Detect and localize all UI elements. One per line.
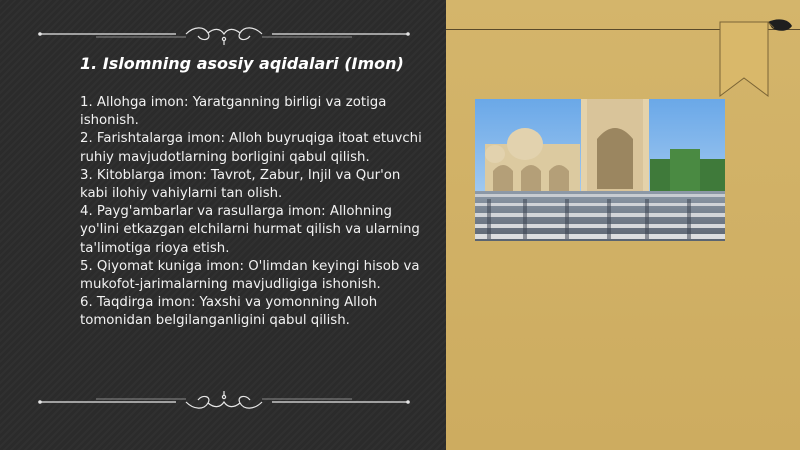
list-item: 5. Qiyomat kuniga imon: O'limdan keyingi hisob va mukofot-jarimalarning mavjudligiga ishonish. (80, 258, 420, 293)
slide-title: 1. Islomning asosiy aqidalari (Imon) (80, 54, 404, 73)
ornamental-divider-icon (36, 24, 412, 46)
ornamental-divider-icon (36, 390, 412, 412)
list-item: 4. Payg'ambarlar va rasullarga imon: Allohning yo'lini etkazgan elchilarni hurmat qilish va ularning ta'limotiga rioya etish. (80, 204, 420, 256)
list-item: 2. Farishtalarga imon: Alloh buyruqiga itoat etuvchi ruhiy mavjudotlarning borligini qabul qilish. (80, 131, 422, 165)
beliefs-list (80, 94, 430, 331)
list-item: 3. Kitoblarga imon: Tavrot, Zabur, Injil va Qur'on kabi ilohiy vahiylarni tan olish. (80, 167, 401, 202)
bookmark-ribbon-icon (718, 18, 796, 98)
list-item: 1. Allohga imon: Yaratganning birligi va zotiga ishonish. (80, 95, 387, 129)
list-item: 6. Taqdirga imon: Yaxshi va yomonning Alloh tomonidan belgilanganligini qabul qilish. (80, 295, 378, 329)
mosque-prayer-photo (475, 99, 725, 241)
